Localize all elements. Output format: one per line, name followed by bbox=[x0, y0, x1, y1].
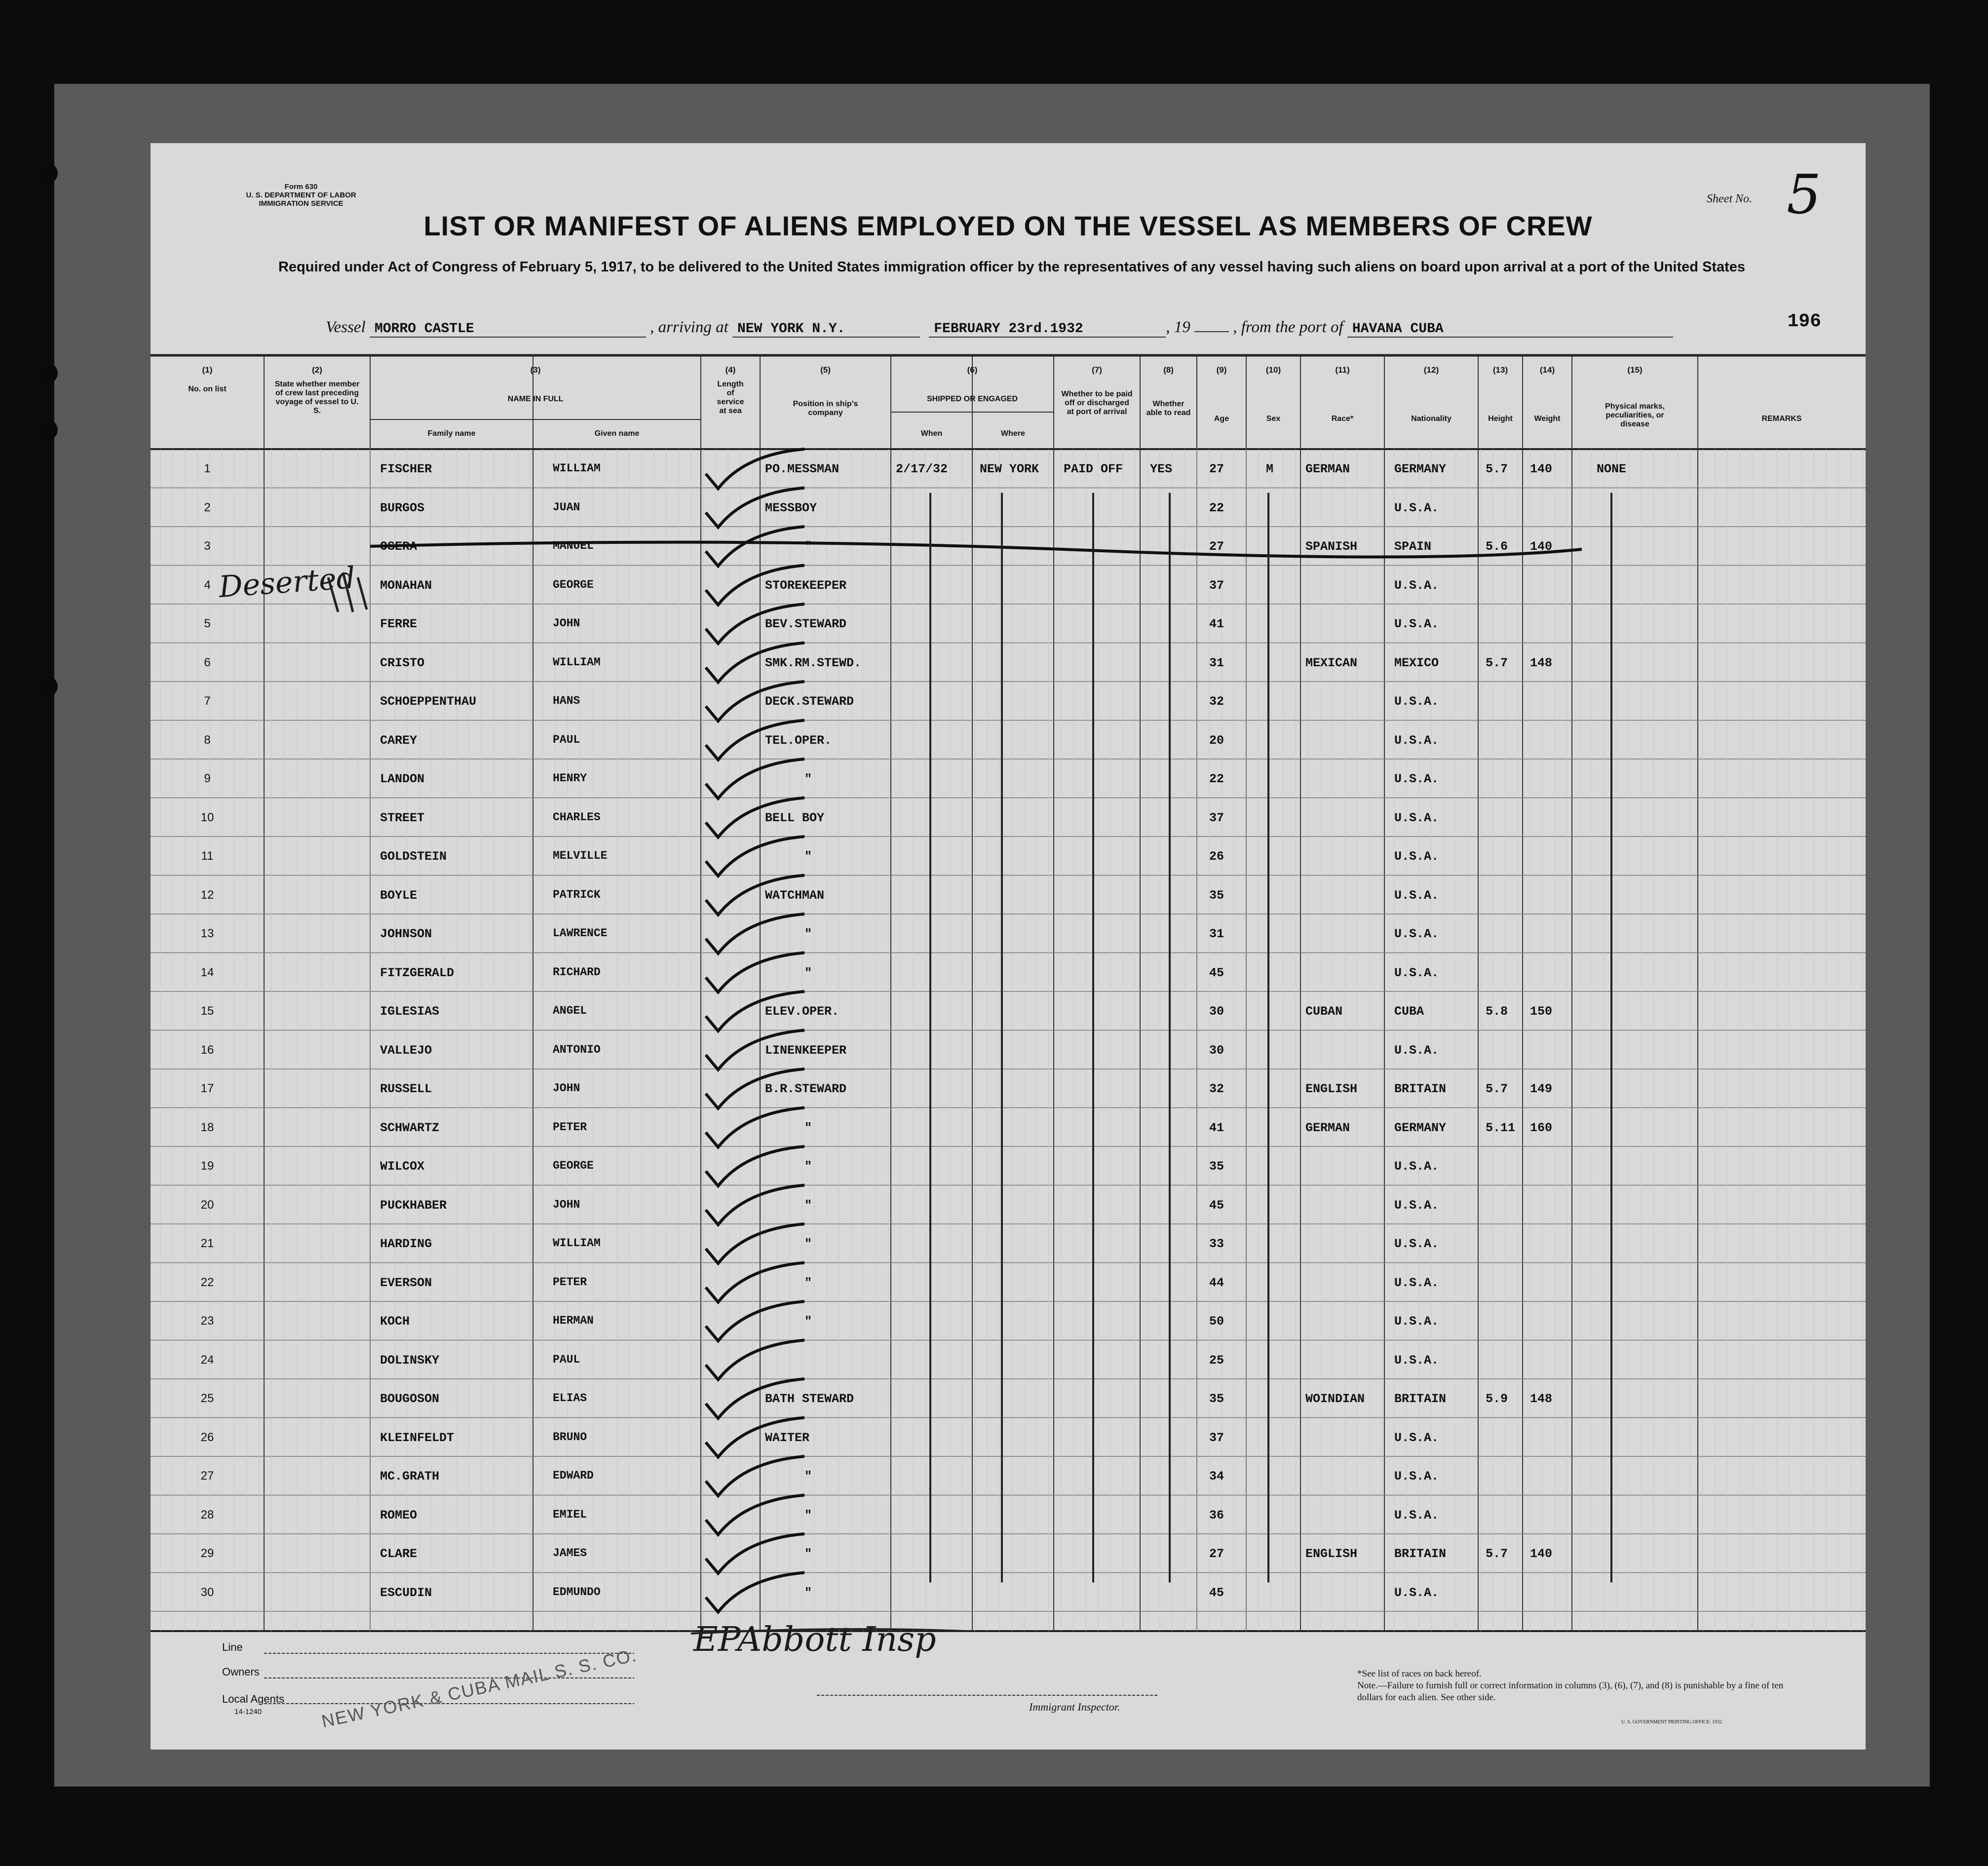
able-to-read: YES bbox=[1150, 462, 1173, 476]
nationality: GERMANY bbox=[1394, 462, 1447, 476]
nationality: U.S.A. bbox=[1394, 965, 1439, 980]
column-number: (6) bbox=[967, 365, 978, 375]
punch-hole bbox=[37, 163, 58, 184]
punch-hole bbox=[37, 363, 58, 383]
race: ENGLISH bbox=[1305, 1547, 1358, 1561]
nationality: U.S.A. bbox=[1394, 1585, 1439, 1600]
age: 20 bbox=[1209, 733, 1224, 748]
header-height: Height bbox=[1488, 415, 1513, 423]
nationality: U.S.A. bbox=[1394, 1237, 1439, 1251]
family-name: CLARE bbox=[380, 1547, 418, 1561]
punch-hole bbox=[37, 676, 58, 697]
age: 35 bbox=[1209, 888, 1224, 903]
position: PO.MESSMAN bbox=[765, 462, 840, 476]
row-number: 15 bbox=[200, 1004, 214, 1018]
position: LINENKEEPER bbox=[765, 1043, 847, 1058]
position: " bbox=[804, 1120, 812, 1135]
weight: 140 bbox=[1530, 462, 1553, 476]
family-name: BOYLE bbox=[380, 888, 418, 903]
row-number: 16 bbox=[200, 1043, 214, 1057]
printing-office: U. S. GOVERNMENT PRINTING OFFICE: 1932 bbox=[1621, 1719, 1722, 1725]
given-name: EMIEL bbox=[553, 1508, 587, 1521]
nationality: U.S.A. bbox=[1394, 1430, 1439, 1445]
family-name: PUCKHABER bbox=[380, 1198, 447, 1213]
inspector-line bbox=[817, 1693, 1162, 1698]
deserted-annotation bbox=[210, 548, 466, 627]
column-number: (9) bbox=[1216, 365, 1227, 375]
height: 5.6 bbox=[1486, 539, 1508, 554]
row-number: 8 bbox=[204, 733, 211, 747]
column-number: (11) bbox=[1335, 365, 1350, 375]
races-note: *See list of races on back hereof. bbox=[1357, 1669, 1482, 1679]
nationality: U.S.A. bbox=[1394, 1508, 1439, 1523]
row-number: 30 bbox=[200, 1585, 214, 1599]
svg-text:Deserted: Deserted bbox=[218, 560, 356, 605]
page-number: 196 bbox=[1787, 311, 1821, 332]
given-name: HERMAN bbox=[553, 1314, 594, 1327]
nationality: U.S.A. bbox=[1394, 888, 1439, 903]
age: 37 bbox=[1209, 810, 1224, 825]
given-name: JUAN bbox=[553, 500, 580, 514]
sheet-number: 5 bbox=[1787, 163, 1821, 226]
position: BELL BOY bbox=[765, 810, 825, 825]
given-name: HANS bbox=[553, 694, 580, 707]
nationality: BRITAIN bbox=[1394, 1547, 1447, 1561]
department: U. S. DEPARTMENT OF LABOR bbox=[246, 191, 356, 199]
column-number: (7) bbox=[1092, 365, 1102, 375]
given-name: MANUEL bbox=[553, 539, 594, 552]
given-name: PAUL bbox=[553, 733, 580, 746]
given-name: ANGEL bbox=[553, 1004, 587, 1017]
given-name: CHARLES bbox=[553, 810, 601, 824]
family-name: FISCHER bbox=[380, 462, 432, 476]
service: IMMIGRATION SERVICE bbox=[259, 199, 344, 208]
position: " bbox=[804, 1547, 812, 1561]
given-name: RICHARD bbox=[553, 965, 601, 979]
row-number: 19 bbox=[200, 1159, 214, 1173]
row-number: 27 bbox=[200, 1469, 214, 1483]
header-where: Where bbox=[1001, 429, 1025, 438]
nationality: U.S.A. bbox=[1394, 1275, 1439, 1290]
row-number: 9 bbox=[204, 772, 211, 785]
weight: 149 bbox=[1530, 1082, 1553, 1096]
row-number: 12 bbox=[200, 888, 214, 902]
manifest-table bbox=[151, 143, 1866, 1750]
family-name: EVERSON bbox=[380, 1275, 432, 1290]
nationality: U.S.A. bbox=[1394, 810, 1439, 825]
header-physical-marks: Physical marks, peculiarities, or disease bbox=[1605, 402, 1665, 428]
row-number: 24 bbox=[200, 1353, 214, 1367]
nationality: U.S.A. bbox=[1394, 1469, 1439, 1484]
height: 5.11 bbox=[1486, 1120, 1516, 1135]
family-name: ESCUDIN bbox=[380, 1585, 432, 1600]
column-number: (14) bbox=[1539, 365, 1555, 375]
nationality: U.S.A. bbox=[1394, 772, 1439, 786]
header-length-of-service: Length of service at sea bbox=[717, 380, 744, 415]
header-paid-off: Whether to be paid off or discharged at port of arrival bbox=[1061, 390, 1133, 416]
position: DECK.STEWARD bbox=[765, 694, 854, 709]
given-name: WILLIAM bbox=[553, 462, 601, 475]
nationality: U.S.A. bbox=[1394, 733, 1439, 748]
row-number: 13 bbox=[200, 927, 214, 940]
position: WATCHMAN bbox=[765, 888, 825, 903]
nationality: BRITAIN bbox=[1394, 1392, 1447, 1406]
nationality: U.S.A. bbox=[1394, 1314, 1439, 1329]
age: 25 bbox=[1209, 1353, 1224, 1368]
nationality: U.S.A. bbox=[1394, 500, 1439, 515]
agents-form-number: 14-1240 bbox=[234, 1708, 262, 1716]
from-port: HAVANA CUBA bbox=[1347, 321, 1673, 338]
nationality: U.S.A. bbox=[1394, 1159, 1439, 1174]
column-number: (2) bbox=[312, 365, 322, 375]
age: 27 bbox=[1209, 539, 1224, 554]
given-name: PAUL bbox=[553, 1353, 580, 1366]
family-name: ROMEO bbox=[380, 1508, 418, 1523]
nationality: MEXICO bbox=[1394, 655, 1439, 670]
age: 27 bbox=[1209, 1547, 1224, 1561]
height: 5.7 bbox=[1486, 462, 1508, 476]
nationality: U.S.A. bbox=[1394, 578, 1439, 593]
position: BEV.STEWARD bbox=[765, 617, 847, 631]
weight: 160 bbox=[1530, 1120, 1553, 1135]
position: ELEV.OPER. bbox=[765, 1004, 840, 1019]
family-name: HARDING bbox=[380, 1237, 432, 1251]
from-label: , from the port of bbox=[1233, 318, 1343, 336]
owners-label: Owners bbox=[222, 1666, 260, 1678]
age: 30 bbox=[1209, 1043, 1224, 1058]
family-name: FITZGERALD bbox=[380, 965, 455, 980]
column-number: (12) bbox=[1423, 365, 1439, 375]
age: 45 bbox=[1209, 1198, 1224, 1213]
age: 26 bbox=[1209, 849, 1224, 864]
height: 5.7 bbox=[1486, 1547, 1508, 1561]
row-number: 25 bbox=[200, 1392, 214, 1405]
age: 45 bbox=[1209, 965, 1224, 980]
position: " bbox=[804, 1508, 812, 1523]
header-state-whether: State whether member of crew last preceding voyage of vessel to U. S. bbox=[274, 380, 360, 415]
height: 5.9 bbox=[1486, 1392, 1508, 1406]
inspector-label: Immigrant Inspector. bbox=[1029, 1701, 1120, 1713]
nationality: U.S.A. bbox=[1394, 617, 1439, 631]
header-given-name: Given name bbox=[594, 429, 640, 438]
year-label: , 19 bbox=[1166, 318, 1190, 336]
weight: 148 bbox=[1530, 1392, 1553, 1406]
family-name: BURGOS bbox=[380, 500, 425, 515]
position: " bbox=[804, 1585, 812, 1600]
column-number: (4) bbox=[725, 365, 736, 375]
given-name: BRUNO bbox=[553, 1430, 587, 1444]
header-sex: Sex bbox=[1266, 415, 1281, 423]
manifest-sheet bbox=[151, 143, 1866, 1750]
nationality: U.S.A. bbox=[1394, 1198, 1439, 1213]
family-name: GOLDSTEIN bbox=[380, 849, 447, 864]
column-number: (5) bbox=[820, 365, 831, 375]
row-number: 20 bbox=[200, 1198, 214, 1212]
row-number: 29 bbox=[200, 1547, 214, 1560]
row-number: 21 bbox=[200, 1237, 214, 1250]
shipped-when: 2/17/32 bbox=[896, 462, 948, 476]
family-name: SCHWARTZ bbox=[380, 1120, 440, 1135]
age: 37 bbox=[1209, 578, 1224, 593]
column-number: (13) bbox=[1492, 365, 1508, 375]
race: CUBAN bbox=[1305, 1004, 1343, 1019]
family-name: STREET bbox=[380, 810, 425, 825]
column-number: (3) bbox=[530, 365, 541, 375]
age: 32 bbox=[1209, 694, 1224, 709]
row-number: 14 bbox=[200, 965, 214, 979]
race: WOINDIAN bbox=[1305, 1392, 1365, 1406]
race: GERMAN bbox=[1305, 1120, 1350, 1135]
weight: 148 bbox=[1530, 655, 1553, 670]
position: " bbox=[804, 772, 812, 786]
row-number: 10 bbox=[200, 810, 214, 824]
age: 35 bbox=[1209, 1392, 1224, 1406]
family-name: CAREY bbox=[380, 733, 418, 748]
position: " bbox=[804, 965, 812, 980]
age: 37 bbox=[1209, 1430, 1224, 1445]
height: 5.7 bbox=[1486, 1082, 1508, 1096]
row-number: 3 bbox=[204, 539, 211, 553]
nationality: U.S.A. bbox=[1394, 1353, 1439, 1368]
agents-label: Local Agents bbox=[222, 1693, 284, 1705]
weight: 150 bbox=[1530, 1004, 1553, 1019]
nationality: U.S.A. bbox=[1394, 849, 1439, 864]
race: ENGLISH bbox=[1305, 1082, 1358, 1096]
vessel-label: Vessel bbox=[326, 318, 366, 336]
arrival-date: FEBRUARY 23rd.1932 bbox=[929, 321, 1166, 338]
arriving-port: NEW YORK N.Y. bbox=[732, 321, 920, 338]
age: 32 bbox=[1209, 1082, 1224, 1096]
nationality: CUBA bbox=[1394, 1004, 1424, 1019]
nationality: SPAIN bbox=[1394, 539, 1432, 554]
position: " bbox=[804, 849, 812, 864]
position: SMK.RM.STEWD. bbox=[765, 655, 862, 670]
row-number: 2 bbox=[204, 500, 211, 514]
age: 44 bbox=[1209, 1275, 1224, 1290]
punch-hole bbox=[37, 419, 58, 440]
position: " bbox=[804, 1275, 812, 1290]
family-name: KLEINFELDT bbox=[380, 1430, 455, 1445]
given-name: EDWARD bbox=[553, 1469, 594, 1482]
given-name: WILLIAM bbox=[553, 1237, 601, 1250]
position: MESSBOY bbox=[765, 500, 817, 515]
family-name: KOCH bbox=[380, 1314, 410, 1329]
nationality: BRITAIN bbox=[1394, 1082, 1447, 1096]
row-number: 17 bbox=[200, 1082, 214, 1095]
family-name: VALLEJO bbox=[380, 1043, 432, 1058]
arriving-label: , arriving at bbox=[650, 318, 728, 336]
age: 30 bbox=[1209, 1004, 1224, 1019]
height: 5.7 bbox=[1486, 655, 1508, 670]
position: " bbox=[804, 1159, 812, 1174]
given-name: PATRICK bbox=[553, 888, 601, 901]
nationality: GERMANY bbox=[1394, 1120, 1447, 1135]
family-name: BOUGOSON bbox=[380, 1392, 440, 1406]
column-number: (1) bbox=[202, 365, 213, 375]
given-name: WILLIAM bbox=[553, 655, 601, 669]
row-number: 4 bbox=[204, 578, 211, 592]
position: STOREKEEPER bbox=[765, 578, 847, 593]
nationality: U.S.A. bbox=[1394, 694, 1439, 709]
line-label: Line bbox=[222, 1641, 243, 1653]
row-number: 7 bbox=[204, 694, 211, 708]
given-name: ANTONIO bbox=[553, 1043, 601, 1056]
header-no-on-list: No. on list bbox=[188, 385, 227, 393]
header-name-in-full: NAME IN FULL bbox=[507, 395, 564, 403]
paid-off: PAID OFF bbox=[1064, 462, 1123, 476]
family-name: MONAHAN bbox=[380, 578, 432, 593]
position: " bbox=[804, 927, 812, 941]
row-number: 28 bbox=[200, 1508, 214, 1522]
race: MEXICAN bbox=[1305, 655, 1358, 670]
column-number: (15) bbox=[1627, 365, 1643, 375]
weight: 140 bbox=[1530, 1547, 1553, 1561]
given-name: ELIAS bbox=[553, 1392, 587, 1405]
given-name: PETER bbox=[553, 1275, 587, 1289]
physical-marks: NONE bbox=[1597, 462, 1627, 476]
position: " bbox=[804, 1237, 812, 1251]
position: WAITER bbox=[765, 1430, 810, 1445]
row-number: 23 bbox=[200, 1314, 214, 1328]
sheet-number-label: Sheet No. bbox=[1707, 192, 1752, 205]
header-race: Race* bbox=[1331, 415, 1354, 423]
given-name: GEORGE bbox=[553, 578, 594, 591]
header-family-name: Family name bbox=[427, 429, 476, 438]
header-able-to-read: Whether able to read bbox=[1146, 400, 1191, 417]
failure-note: Note.—Failure to furnish full or correct information in columns (3), (6), (7), and (8) is punishable by a fine of ten dollars for each alien. See other side. bbox=[1357, 1680, 1784, 1703]
position: B.R.STEWARD bbox=[765, 1082, 847, 1096]
position: " bbox=[804, 539, 812, 554]
header-shipped: SHIPPED OR ENGAGED bbox=[926, 395, 1018, 403]
age: 27 bbox=[1209, 462, 1224, 476]
column-number: (10) bbox=[1265, 365, 1281, 375]
row-number: 1 bbox=[204, 462, 211, 475]
family-name: DOLINSKY bbox=[380, 1353, 440, 1368]
age: 31 bbox=[1209, 655, 1224, 670]
form-number: Form 630 bbox=[284, 183, 318, 191]
position: BATH STEWARD bbox=[765, 1392, 854, 1406]
inspector-signature bbox=[688, 1609, 1034, 1668]
height: 5.8 bbox=[1486, 1004, 1508, 1019]
race: SPANISH bbox=[1305, 539, 1358, 554]
page-title: LIST OR MANIFEST OF ALIENS EMPLOYED ON THE VESSEL AS MEMBERS OF CREW bbox=[423, 210, 1593, 241]
given-name: JOHN bbox=[553, 617, 580, 630]
page-subtitle: Required under Act of Congress of February 5, 1917, to be delivered to the United States immigration officer by the representatives of any vessel having such aliens on board upon arrival at a port of the United States bbox=[278, 259, 1746, 275]
header-position: Position in ship's company bbox=[793, 400, 858, 417]
family-name: RUSSELL bbox=[380, 1082, 432, 1096]
family-name: CRISTO bbox=[380, 655, 425, 670]
row-number: 5 bbox=[204, 617, 211, 630]
age: 34 bbox=[1209, 1469, 1224, 1484]
header-when: When bbox=[920, 429, 943, 438]
row-number: 26 bbox=[200, 1430, 214, 1444]
company-stamp: NEW YORK & CUBA MAIL S. S. CO. bbox=[319, 1644, 639, 1732]
age: 22 bbox=[1209, 500, 1224, 515]
given-name: JOHN bbox=[553, 1198, 580, 1211]
age: 22 bbox=[1209, 772, 1224, 786]
family-name: IGLESIAS bbox=[380, 1004, 440, 1019]
age: 50 bbox=[1209, 1314, 1224, 1329]
family-name: JOHNSON bbox=[380, 927, 432, 941]
header-nationality: Nationality bbox=[1411, 415, 1452, 423]
row-number: 18 bbox=[200, 1120, 214, 1134]
family-name: OSERA bbox=[380, 539, 418, 554]
age: 35 bbox=[1209, 1159, 1224, 1174]
nationality: U.S.A. bbox=[1394, 1043, 1439, 1058]
sex: M bbox=[1266, 462, 1274, 476]
vessel-name: MORRO CASTLE bbox=[370, 321, 646, 338]
given-name: EDMUNDO bbox=[553, 1585, 601, 1599]
family-name: LANDON bbox=[380, 772, 425, 786]
weight: 140 bbox=[1530, 539, 1553, 554]
row-number: 11 bbox=[201, 849, 214, 863]
age: 33 bbox=[1209, 1237, 1224, 1251]
age: 41 bbox=[1209, 617, 1224, 631]
age: 41 bbox=[1209, 1120, 1224, 1135]
shipped-where: NEW YORK bbox=[980, 462, 1039, 476]
race: GERMAN bbox=[1305, 462, 1350, 476]
age: 36 bbox=[1209, 1508, 1224, 1523]
header-remarks: REMARKS bbox=[1761, 415, 1802, 423]
given-name: JAMES bbox=[553, 1547, 587, 1560]
family-name: FERRE bbox=[380, 617, 418, 631]
position: " bbox=[804, 1198, 812, 1213]
age: 45 bbox=[1209, 1585, 1224, 1600]
given-name: GEORGE bbox=[553, 1159, 594, 1172]
row-number: 6 bbox=[204, 655, 211, 669]
row-number: 22 bbox=[200, 1275, 214, 1289]
given-name: PETER bbox=[553, 1120, 587, 1134]
given-name: HENRY bbox=[553, 772, 587, 785]
age: 31 bbox=[1209, 927, 1224, 941]
family-name: MC.GRATH bbox=[380, 1469, 440, 1484]
header-age: Age bbox=[1214, 415, 1229, 423]
family-name: SCHOEPPENTHAU bbox=[380, 694, 477, 709]
given-name: JOHN bbox=[553, 1082, 580, 1095]
position: " bbox=[804, 1314, 812, 1329]
column-number: (8) bbox=[1163, 365, 1174, 375]
given-name: LAWRENCE bbox=[553, 927, 608, 940]
position: TEL.OPER. bbox=[765, 733, 832, 748]
header-weight: Weight bbox=[1534, 415, 1561, 423]
svg-text:EPAbbott Insp: EPAbbott Insp bbox=[693, 1620, 936, 1659]
position: " bbox=[804, 1469, 812, 1484]
given-name: MELVILLE bbox=[553, 849, 608, 862]
family-name: WILCOX bbox=[380, 1159, 425, 1174]
nationality: U.S.A. bbox=[1394, 927, 1439, 941]
